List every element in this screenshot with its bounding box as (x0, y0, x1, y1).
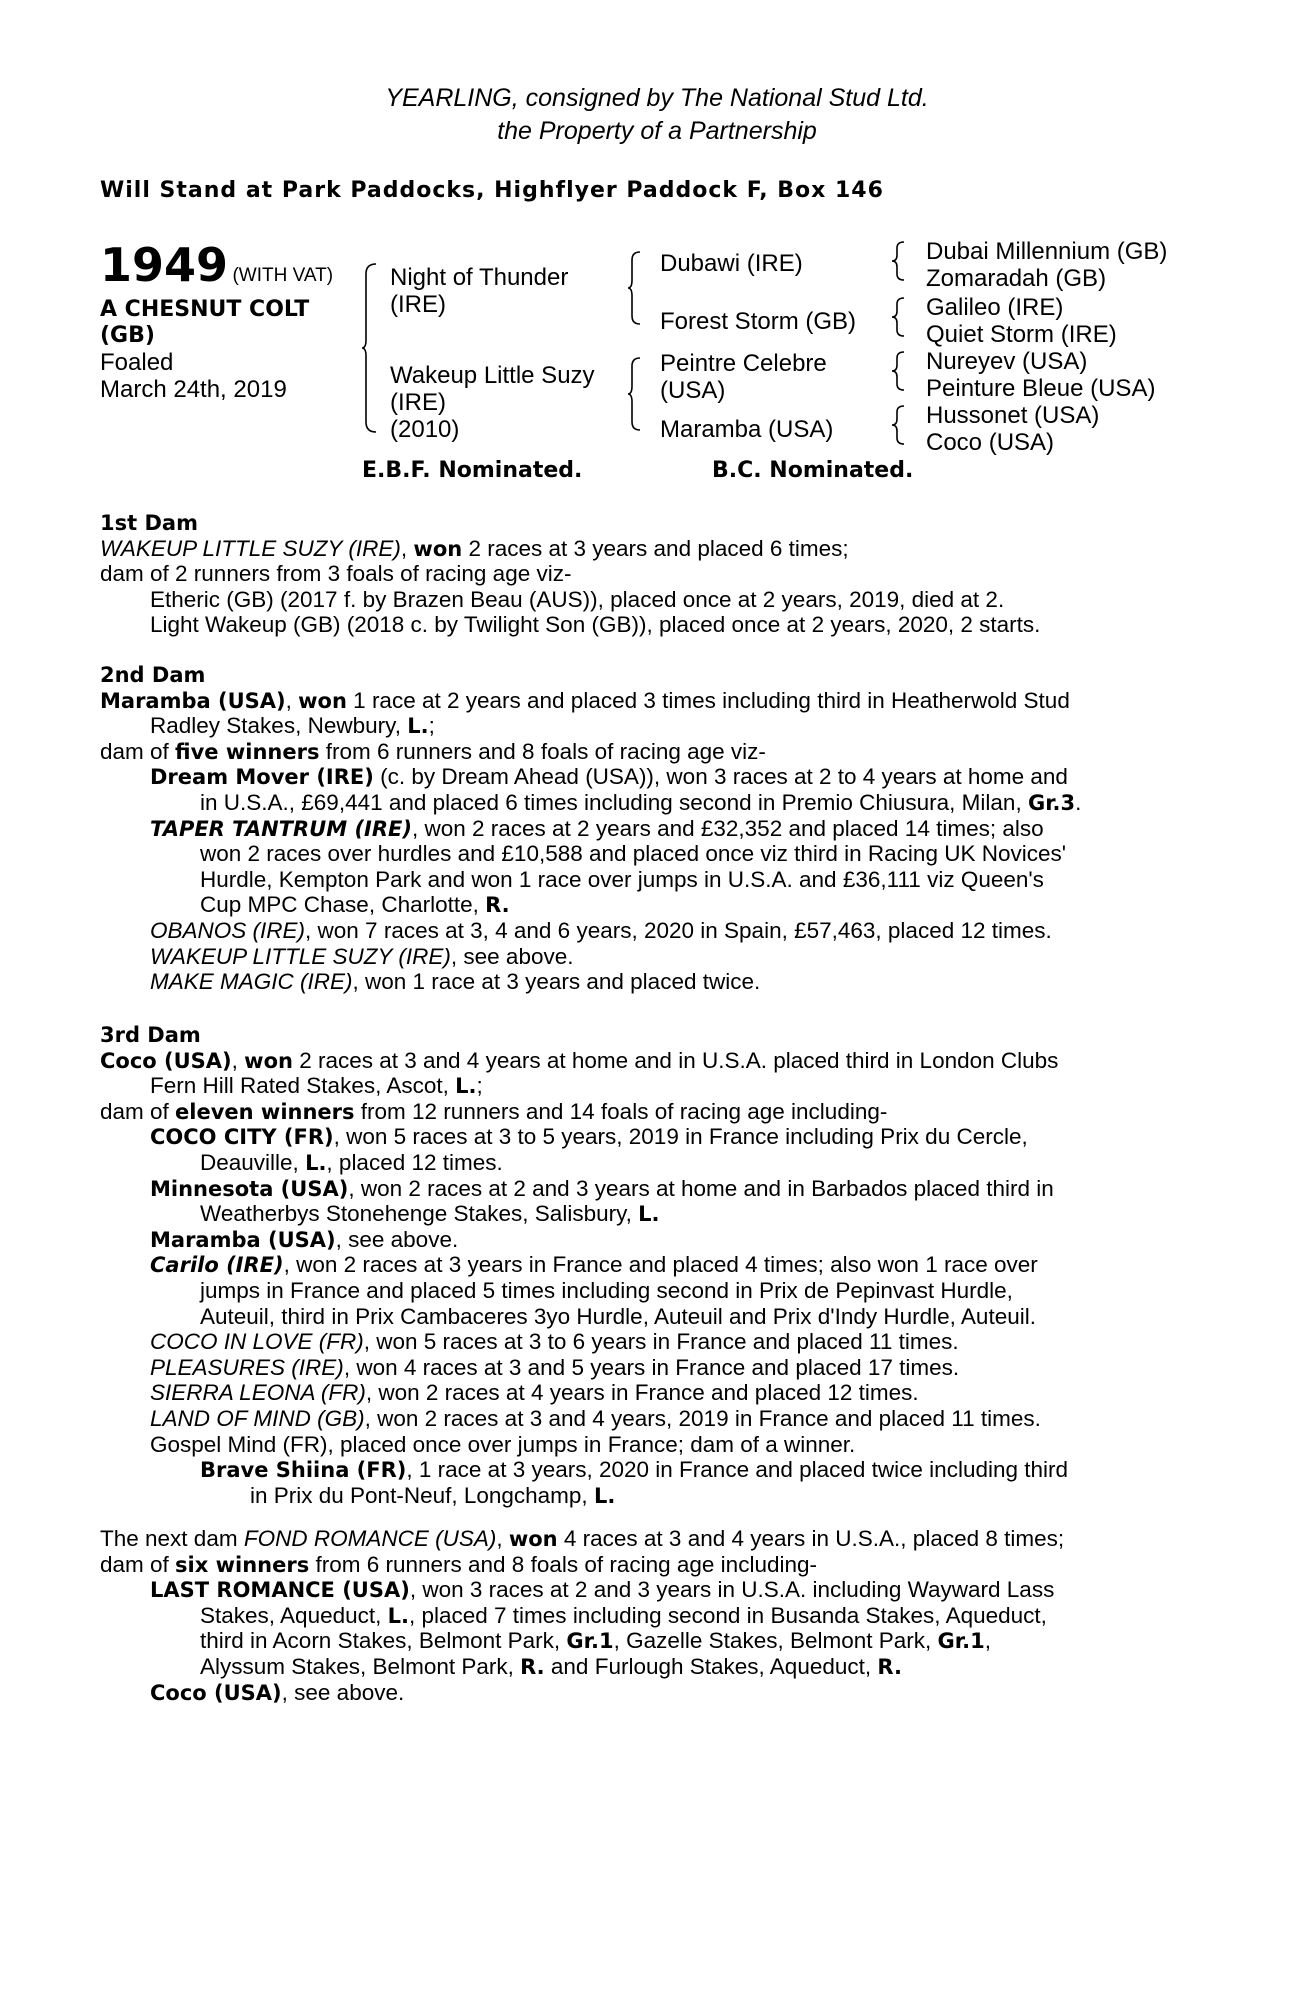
text-line (100, 510, 1210, 536)
text-run: five winners (175, 739, 320, 764)
text-line (100, 1048, 1210, 1074)
text-line (100, 1552, 1210, 1578)
pedigree-dss: Nureyev (USA) (926, 348, 1088, 375)
text-run: won (508, 1527, 558, 1551)
text-run: L. (305, 1150, 327, 1175)
text-line (100, 1124, 1210, 1150)
pedigree-dam-sire (660, 350, 827, 404)
pedigree-brace-dam (628, 356, 642, 432)
pedigree-brace-ds (892, 350, 906, 392)
text-run: Wakeup Little Suzy (390, 362, 595, 389)
pedigree-brace-ss (892, 240, 906, 282)
text-run: won (244, 1048, 293, 1073)
text-run: , won 7 races at 3, 4 and 6 years, 2020 in Spain, £57,463, placed 12 times. (305, 917, 1052, 943)
text-run: COCO IN LOVE (FR) (150, 1329, 364, 1355)
text-line: Auteuil, third in Prix Cambaceres 3yo Hurdle, Auteuil and Prix d'Indy Hurdle, Auteuil. (200, 1303, 1036, 1329)
text-line (100, 1176, 1210, 1202)
text-run: Dream Mover (IRE) (150, 765, 374, 790)
text-run: SIERRA LEONA (FR) (150, 1380, 366, 1406)
pedigree-sss: Dubai Millennium (GB) (926, 238, 1168, 265)
text-run: , Gazelle Stakes, Belmont Park, (613, 1628, 938, 1654)
first-dam-heading: 1st Dam (100, 511, 198, 535)
text-run: L. (387, 1603, 409, 1628)
lot-description: A CHESNUT COLT (100, 297, 310, 322)
ebf-nomination: E.B.F. Nominated. (362, 458, 583, 483)
text-line (100, 1099, 1210, 1125)
third-dam-heading: 3rd Dam (100, 1023, 201, 1047)
text-run: R. (877, 1654, 902, 1679)
text-run: (IRE) (390, 291, 446, 318)
pedigree-brace-main (362, 262, 380, 434)
text-run: , (231, 1047, 245, 1073)
text-run: R. (485, 893, 510, 918)
text-line (100, 1201, 1210, 1227)
text-run: dam of (100, 1098, 176, 1124)
text-run: Peintre Celebre (660, 350, 827, 377)
text-line: dam of 2 runners from 3 foals of racing age viz- (100, 561, 572, 587)
pedigree-sds: Galileo (IRE) (926, 294, 1064, 321)
text-line: Light Wakeup (GB) (2018 c. by Twilight Son (GB)), placed once at 2 years, 2020, 2 starts. (150, 612, 1041, 638)
bc-nomination: B.C. Nominated. (712, 458, 914, 483)
pedigree-sdd: Quiet Storm (IRE) (926, 321, 1117, 348)
text-line (100, 1227, 1210, 1253)
next-dam-section (100, 1526, 1210, 1705)
text-line (100, 1680, 1210, 1706)
text-run: and Furlough Stakes, Aqueduct, (544, 1653, 878, 1679)
text-line (100, 536, 1210, 562)
text-line (100, 688, 1210, 714)
text-run: , won 2 races at 4 years in France and placed 12 times. (365, 1380, 919, 1406)
stand-location: Will Stand at Park Paddocks, Highflyer Paddock F, Box 146 (100, 178, 884, 203)
text-run: , won 2 races at 3 and 4 years, 2019 in France and placed 11 times. (364, 1405, 1041, 1431)
text-run: 4 races at 3 and 4 years in U.S.A., placed 8 times; (557, 1526, 1065, 1551)
text-line (100, 969, 1210, 995)
text-line (100, 1150, 1210, 1176)
text-run: , see above. (335, 1226, 459, 1252)
text-run: 1 race at 2 years and placed 3 times including third in Heatherwold Stud (346, 687, 1070, 713)
text-run: WAKEUP LITTLE SUZY (IRE) (150, 943, 451, 969)
lot-number-row (100, 238, 333, 292)
text-run: PLEASURES (IRE) (150, 1354, 344, 1380)
text-run: dam of (100, 1551, 176, 1577)
text-run: L. (407, 714, 429, 739)
text-run: Gr.1 (937, 1629, 985, 1654)
text-run: Stakes, Aqueduct, (200, 1602, 388, 1628)
text-run: six winners (175, 1552, 310, 1577)
text-line (100, 1073, 1210, 1099)
text-run: from 6 runners and 8 foals of racing age viz- (319, 738, 766, 764)
text-run: OBANOS (IRE) (150, 917, 306, 943)
text-line (100, 1603, 1210, 1629)
text-line (100, 1628, 1210, 1654)
text-run: The next dam (100, 1526, 244, 1551)
pedigree-dsd: Peinture Bleue (USA) (926, 375, 1156, 402)
text-line (100, 918, 1210, 944)
text-run: (IRE) (390, 389, 446, 416)
text-run: , won 3 races at 2 and 3 years in U.S.A. including Wayward Lass (409, 1577, 1055, 1603)
text-run: COCO CITY (FR) (150, 1125, 334, 1150)
text-run: eleven winners (175, 1099, 355, 1124)
text-run: R. (520, 1654, 545, 1679)
text-line (100, 1654, 1210, 1680)
text-run: Deauville, (200, 1149, 306, 1175)
text-line (100, 739, 1210, 765)
text-run: , won 5 races at 3 to 5 years, 2019 in France including Prix du Cercle, (333, 1124, 1028, 1150)
text-run: from 6 runners and 8 foals of racing age including- (309, 1551, 817, 1577)
text-run: , won 1 race at 3 years and placed twice. (352, 969, 761, 995)
pedigree-brace-sire (628, 250, 642, 326)
text-run: third in Acorn Stakes, Belmont Park, (200, 1628, 567, 1654)
text-run: Weatherbys Stonehenge Stakes, Salisbury, (200, 1201, 639, 1227)
text-line (100, 713, 1210, 739)
text-line (100, 1577, 1210, 1603)
text-run: , won 4 races at 3 and 5 years in France and placed 17 times. (343, 1354, 960, 1380)
text-run: , (496, 1526, 509, 1551)
text-run: Cup MPC Chase, Charlotte, (200, 892, 486, 918)
second-dam-section (100, 662, 1210, 995)
text-run: L. (593, 1483, 616, 1508)
text-run: MAKE MAGIC (IRE) (150, 969, 353, 995)
text-line (100, 1457, 1210, 1483)
pedigree-sire (390, 264, 568, 318)
text-run: Brave Shiina (FR) (200, 1458, 407, 1483)
text-run: won (298, 688, 347, 713)
text-run: Radley Stakes, Newbury, (150, 713, 408, 739)
vat-note: (WITH VAT) (232, 265, 334, 286)
text-line (100, 944, 1210, 970)
text-run: Maramba (USA) (100, 688, 286, 713)
text-line (100, 1406, 1210, 1432)
text-run: (USA) (660, 377, 726, 404)
text-run: Maramba (USA) (150, 1227, 336, 1252)
text-line (100, 1355, 1210, 1381)
text-run: (c. by Dream Ahead (USA)), won 3 races at 2 to 4 years at home and (373, 764, 1068, 790)
text-run: WAKEUP LITTLE SUZY (IRE) (100, 535, 401, 561)
text-line (100, 816, 1210, 842)
text-run: Coco (USA) (100, 1048, 232, 1073)
text-line: Hurdle, Kempton Park and won 1 race over jumps in U.S.A. and £36,111 viz Queen's (200, 866, 1044, 892)
text-line: jumps in France and placed 5 times including second in Prix de Pepinvast Hurdle, (200, 1277, 1013, 1303)
text-line (100, 892, 1210, 918)
text-run: , (285, 687, 299, 713)
text-run: , won 2 races at 2 years and £32,352 and placed 14 times; also (411, 815, 1044, 841)
text-line: Gospel Mind (FR), placed once over jumps in France; dam of a winner. (150, 1431, 856, 1457)
text-run: , won 2 races at 2 and 3 years at home and in Barbados placed third in (348, 1175, 1054, 1201)
text-run: (2010) (390, 416, 460, 443)
text-run: , won 5 races at 3 to 6 years in France and placed 11 times. (363, 1329, 959, 1355)
text-line (100, 764, 1210, 790)
text-run: FOND ROMANCE (USA) (243, 1526, 497, 1551)
pedigree-ddd: Coco (USA) (926, 429, 1055, 456)
text-line (100, 1380, 1210, 1406)
text-run: ; (476, 1073, 483, 1099)
lot-number: 1949 (100, 238, 229, 292)
text-run: from 12 runners and 14 foals of racing age including- (354, 1098, 888, 1124)
text-line (100, 1252, 1210, 1278)
text-run: , placed 7 times including second in Busanda Stakes, Aqueduct, (408, 1602, 1047, 1628)
text-run: Alyssum Stakes, Belmont Park, (200, 1653, 521, 1679)
text-run: , 1 race at 3 years, 2020 in France and placed twice including third (406, 1457, 1069, 1483)
text-line (100, 1022, 1210, 1048)
text-run: , see above. (450, 943, 574, 969)
text-run: 2 races at 3 years and placed 6 times; (462, 535, 849, 561)
text-line (100, 790, 1210, 816)
text-run: ; (428, 713, 435, 739)
foaled-date: March 24th, 2019 (100, 376, 287, 403)
pedigree-brace-dd (892, 404, 906, 446)
pedigree-dam-dam: Maramba (USA) (660, 416, 834, 443)
text-line: Etheric (GB) (2017 f. by Brazen Beau (AUS)), placed once at 2 years, 2019, died at 2. (150, 586, 1005, 612)
consignor-line: YEARLING, consigned by The National Stud Ltd. (385, 84, 929, 112)
text-run: , (984, 1628, 991, 1654)
text-run: , won 2 races at 3 years in France and placed 4 times; also won 1 race over (283, 1252, 1038, 1278)
text-run: Fern Hill Rated Stakes, Ascot, (150, 1073, 456, 1099)
lot-description-country: (GB) (100, 323, 155, 348)
text-line (100, 1526, 1210, 1552)
text-line (100, 1483, 1210, 1509)
third-dam-section (100, 1022, 1210, 1508)
text-run: LAND OF MIND (GB) (150, 1405, 365, 1431)
text-run: . (1075, 789, 1082, 815)
second-dam-heading: 2nd Dam (100, 663, 206, 687)
pedigree-sire-dam: Forest Storm (GB) (660, 308, 857, 335)
text-run: TAPER TANTRUM (IRE) (150, 816, 412, 841)
text-run: , see above. (281, 1679, 405, 1705)
text-run: in U.S.A., £69,441 and placed 6 times including second in Premio Chiusura, Milan, (200, 789, 1028, 815)
pedigree-ssd: Zomaradah (GB) (926, 265, 1107, 292)
text-run: Gr.1 (566, 1629, 614, 1654)
pedigree-dds: Hussonet (USA) (926, 402, 1100, 429)
text-run: Night of Thunder (390, 264, 569, 291)
text-run: 2 races at 3 and 4 years at home and in U.S.A. placed third in London Clubs (292, 1047, 1059, 1073)
text-run: dam of (100, 738, 176, 764)
text-run: L. (638, 1202, 660, 1227)
text-line: won 2 races over hurdles and £10,588 and placed once viz third in Racing UK Novices' (200, 841, 1067, 867)
pedigree-sire-sire: Dubawi (IRE) (660, 250, 803, 277)
property-line: the Property of a Partnership (497, 117, 817, 145)
pedigree-dam (390, 362, 595, 443)
text-run: , placed 12 times. (326, 1149, 503, 1175)
text-run: L. (455, 1074, 477, 1099)
text-line (100, 662, 1210, 688)
text-run: Carilo (IRE) (150, 1253, 284, 1278)
text-run: in Prix du Pont-Neuf, Longchamp, (250, 1482, 594, 1508)
text-run: , (400, 535, 414, 561)
text-line (100, 1329, 1210, 1355)
first-dam-section (100, 510, 1210, 638)
foaled-label: Foaled (100, 349, 174, 376)
text-run: Gr.3 (1027, 790, 1076, 815)
text-run: Coco (USA) (150, 1680, 282, 1705)
text-run: LAST ROMANCE (USA) (150, 1578, 410, 1603)
text-run: Minnesota (USA) (150, 1176, 349, 1201)
pedigree-brace-sd (892, 296, 906, 338)
text-run: won (413, 536, 463, 561)
